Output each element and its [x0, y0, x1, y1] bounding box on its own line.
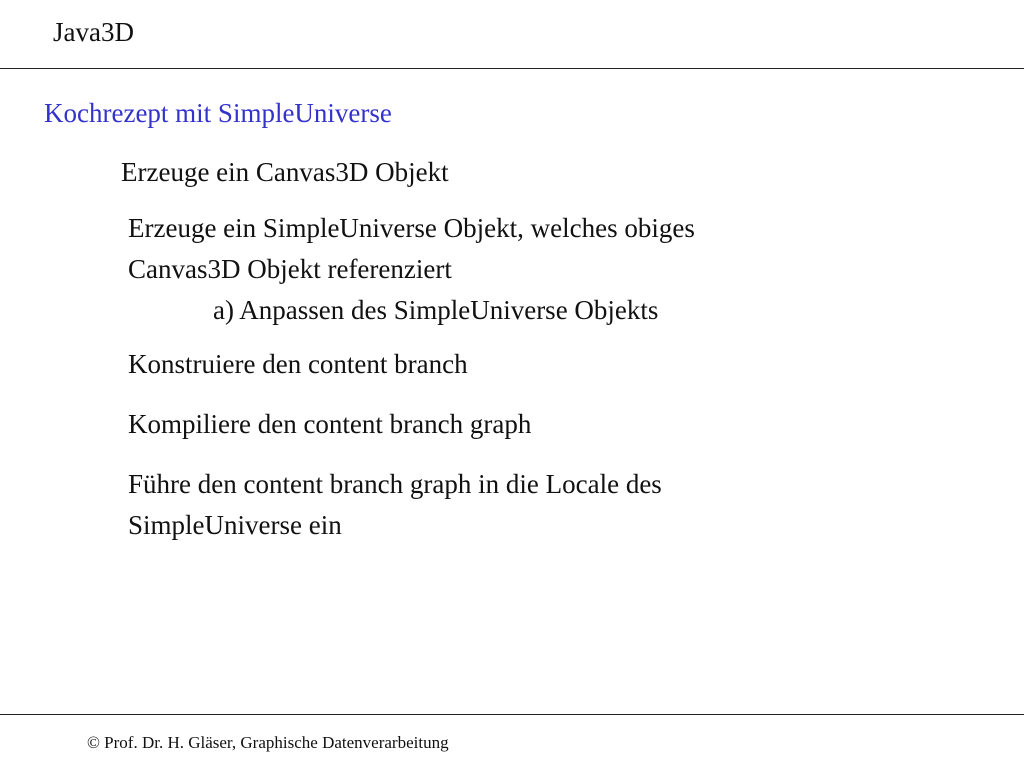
step-line: Konstruiere den content branch: [128, 349, 468, 379]
step-line: Erzeuge ein SimpleUniverse Objekt, welches obiges: [128, 213, 695, 243]
step-line: SimpleUniverse ein: [128, 510, 342, 540]
header-divider: [0, 68, 1024, 69]
step-create-simpleuniverse: [128, 208, 695, 290]
header-title: Java3D: [53, 17, 134, 47]
slide-heading: Kochrezept mit SimpleUniverse: [44, 98, 392, 128]
step-line: Canvas3D Objekt referenziert: [128, 254, 452, 284]
step-line: Erzeuge ein Canvas3D Objekt: [121, 157, 449, 187]
step-compile-content-branch: [128, 404, 531, 445]
step-insert-into-locale: [128, 464, 662, 546]
step-construct-content-branch: [128, 344, 468, 385]
step-line: Kompiliere den content branch graph: [128, 409, 532, 439]
step-line: Führe den content branch graph in die Locale des: [128, 469, 662, 499]
step-create-canvas3d: [121, 152, 449, 193]
footer-divider: [0, 714, 1024, 715]
footer-copyright: © Prof. Dr. H. Gläser, Graphische Datenverarbeitung: [87, 733, 449, 752]
sub-step-adjust-universe: a) Anpassen des SimpleUniverse Objekts: [213, 295, 659, 325]
